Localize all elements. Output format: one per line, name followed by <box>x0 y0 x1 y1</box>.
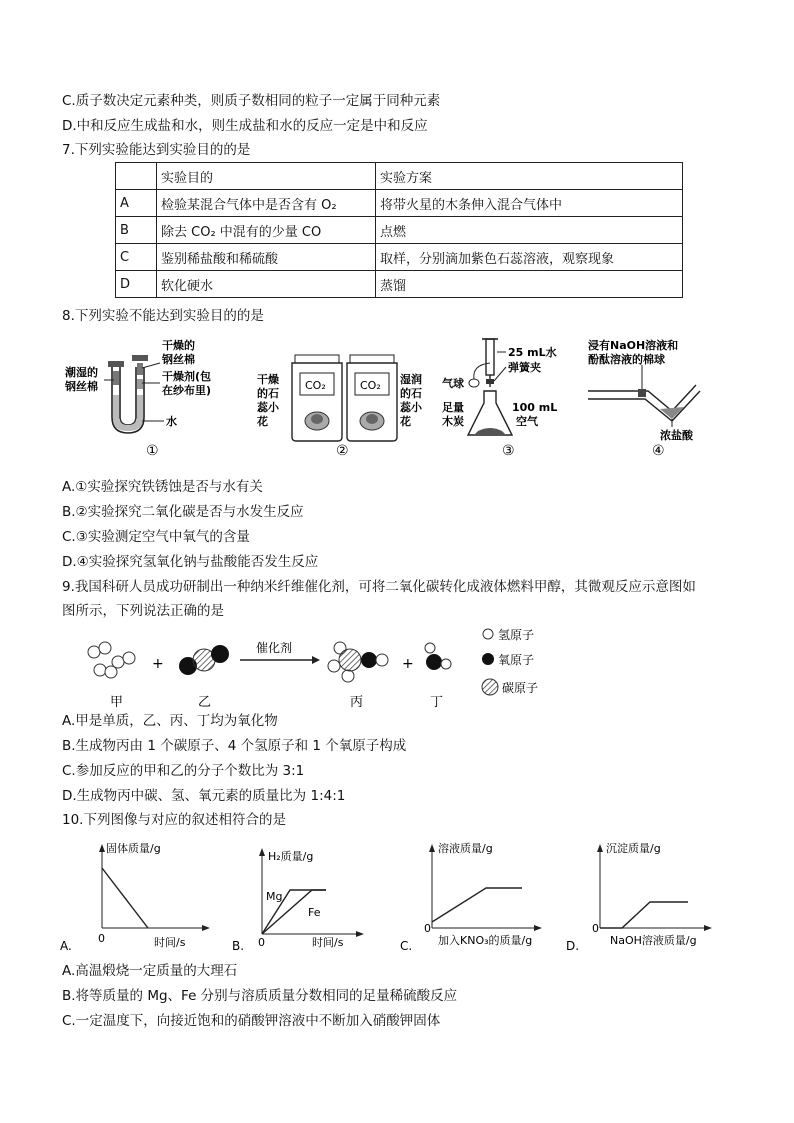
graph-b-xlabel: 时间/s <box>312 936 344 949</box>
v-tube-figure <box>588 338 700 459</box>
fig2-right-label: 花 <box>400 415 411 428</box>
q8-option-a: A.①实验探究铁锈蚀是否与水有关 <box>62 479 263 495</box>
atom-legend <box>482 628 538 695</box>
flask-figure <box>442 339 557 459</box>
table-cell: 取样，分别滴加紫色石蕊溶液，观察现象 <box>376 244 683 271</box>
label-jia: 甲 <box>110 695 124 710</box>
q8-stem: 8.下列实验不能达到实验目的的是 <box>62 308 264 324</box>
q8-figures <box>60 335 740 465</box>
fig1-dry-label: 钢丝棉 <box>162 353 195 366</box>
graph-a-ylabel: 固体质量/g <box>106 842 161 855</box>
graph-b-ylabel: H₂质量/g <box>268 850 314 863</box>
fig1-desiccant-label: 干燥剂(包 <box>162 370 212 383</box>
q10-option-c: C.一定温度下，向接近饱和的硝酸钾溶液中不断加入硝酸钾固体 <box>62 1013 441 1029</box>
fig1-desiccant-label: 在纱布里) <box>162 384 212 397</box>
graph-c-letter: C. <box>400 939 413 953</box>
fig3-air-label: 空气 <box>516 415 538 428</box>
q9-option-a: A.甲是单质，乙、丙、丁均为氧化物 <box>62 713 278 729</box>
u-tube-figure <box>64 338 211 459</box>
table-cell: 鉴别稀盐酸和稀硫酸 <box>157 244 376 271</box>
label-yi: 乙 <box>198 695 212 710</box>
table-row <box>116 271 683 298</box>
graph-c-origin: 0 <box>424 922 431 935</box>
catalyst-label: 催化剂 <box>256 641 293 655</box>
fig2-right-label: 的石 <box>400 387 422 400</box>
plus-sign: + <box>402 656 414 672</box>
product-methanol-molecule <box>328 642 388 682</box>
graph-d-letter: D. <box>566 939 580 953</box>
table-cell: B <box>116 217 157 244</box>
fig1-water-label: 水 <box>166 415 177 428</box>
table-header-row <box>116 163 683 190</box>
q10-graphs <box>58 838 738 956</box>
fig2-left-label: 花 <box>257 415 268 428</box>
q8-option-d: D.④实验探究氢氧化钠与盐酸能否发生反应 <box>62 554 319 570</box>
legend-hydrogen: 氢原子 <box>498 628 535 642</box>
fig3-carbon-label: 木炭 <box>442 415 464 428</box>
table-cell: 点燃 <box>376 217 683 244</box>
graph-d <box>566 841 712 953</box>
q7-table <box>115 162 683 298</box>
q8-option-b: B.②实验探究二氧化碳是否与水发生反应 <box>62 504 304 520</box>
table-cell: 除去 CO₂ 中混有的少量 CO <box>157 217 376 244</box>
legend-oxygen: 氧原子 <box>498 653 535 667</box>
plus-sign: + <box>152 656 164 672</box>
graph-b-fe-label: Fe <box>308 906 321 919</box>
graph-c-xlabel: 加入KNO₃的质量/g <box>438 934 533 947</box>
table-cell: 检验某混合气体中是否含有 O₂ <box>157 190 376 217</box>
fig2-right-label: 湿润 <box>400 373 422 386</box>
fig3-water-label: 25 mL水 <box>508 346 557 359</box>
q10-stem: 10.下列图像与对应的叙述相符合的是 <box>62 812 286 828</box>
table-cell: D <box>116 271 157 298</box>
fig3-air-label: 100 mL <box>512 401 558 414</box>
fig2-left-label: 蕊小 <box>257 401 279 414</box>
table-cell: C <box>116 244 157 271</box>
legend-carbon: 碳原子 <box>502 681 539 695</box>
fig4-acid-label: 浓盐酸 <box>660 429 693 442</box>
fig3-clip-label: 弹簧夹 <box>508 361 541 374</box>
table-cell: 蒸馏 <box>376 271 683 298</box>
q6-option-c: C.质子数决定元素种类，则质子数相同的粒子一定属于同种元素 <box>62 93 441 109</box>
q10-option-a: A.高温煅烧一定质量的大理石 <box>62 963 238 979</box>
q6-option-d: D.中和反应生成盐和水，则生成盐和水的反应一定是中和反应 <box>62 118 428 134</box>
table-cell: 将带火星的木条伸入混合气体中 <box>376 190 683 217</box>
table-row <box>116 244 683 271</box>
jars-figure <box>256 355 423 459</box>
q9-stem: 9.我国科研人员成功研制出一种纳米纤维催化剂，可将二氧化碳转化成液体燃料甲醇，其微观反应示意图如 <box>62 579 696 595</box>
q10-option-b: B.将等质量的 Mg、Fe 分别与溶质质量分数相同的足量稀硫酸反应 <box>62 988 458 1004</box>
q7-stem: 7.下列实验能达到实验目的的是 <box>62 142 251 158</box>
graph-c-line <box>432 888 522 922</box>
graph-b <box>232 848 364 953</box>
graph-b-mg-label: Mg <box>266 890 283 903</box>
graph-a <box>60 841 210 953</box>
label-bing: 丙 <box>350 695 364 710</box>
table-cell: A <box>116 190 157 217</box>
q9-option-b: B.生成物丙由 1 个碳原子、4 个氢原子和 1 个氧原子构成 <box>62 738 407 754</box>
graph-c-ylabel: 溶液质量/g <box>438 842 493 855</box>
table-cell: 软化硬水 <box>157 271 376 298</box>
fig2-gas-label: CO₂ <box>305 379 326 392</box>
table-row <box>116 190 683 217</box>
fig1-dry-label: 干燥的 <box>162 339 195 352</box>
q9-option-d: D.生成物丙中碳、氢、氧元素的质量比为 1:4:1 <box>62 788 346 804</box>
graph-b-origin: 0 <box>258 936 265 949</box>
graph-a-line <box>102 868 148 928</box>
graph-b-letter: B. <box>232 939 245 953</box>
fig1-number: ① <box>146 443 159 459</box>
reactant-hydrogen-molecules <box>88 642 135 678</box>
fig2-number: ② <box>336 443 349 459</box>
graph-c <box>400 841 542 953</box>
fig3-balloon-label: 气球 <box>442 377 464 390</box>
table-cell: 实验目的 <box>157 163 376 190</box>
fig1-wet-label: 潮湿的 <box>65 366 98 379</box>
fig3-carbon-label: 足量 <box>442 401 464 414</box>
q9-reaction-diagram <box>80 622 580 712</box>
table-row <box>116 217 683 244</box>
fig4-cotton-label: 酚酞溶液的棉球 <box>588 353 665 366</box>
reactant-co2-molecule <box>179 645 229 675</box>
fig4-number: ④ <box>652 443 665 459</box>
q9-stem-cont: 图所示，下列说法正确的是 <box>62 603 224 619</box>
fig4-cotton-label: 浸有NaOH溶液和 <box>588 339 679 352</box>
product-water-molecule <box>425 643 451 670</box>
table-cell: 实验方案 <box>376 163 683 190</box>
fig3-number: ③ <box>502 443 515 459</box>
graph-a-letter: A. <box>60 939 72 953</box>
fig1-wet-label: 钢丝棉 <box>65 380 98 393</box>
graph-a-xlabel: 时间/s <box>154 936 186 949</box>
q9-option-c: C.参加反应的甲和乙的分子个数比为 3:1 <box>62 763 305 779</box>
q8-option-c: C.③实验测定空气中氧气的含量 <box>62 529 250 545</box>
table-cell <box>116 163 157 190</box>
fig2-left-label: 的石 <box>257 387 279 400</box>
fig2-gas-label: CO₂ <box>360 379 381 392</box>
label-ding: 丁 <box>430 695 444 710</box>
fig2-right-label: 蕊小 <box>400 401 422 414</box>
graph-d-origin: 0 <box>592 922 599 935</box>
graph-a-origin: 0 <box>98 932 105 945</box>
fig2-left-label: 干燥 <box>257 373 279 386</box>
graph-d-ylabel: 沉淀质量/g <box>606 842 661 855</box>
graph-d-line <box>600 902 688 928</box>
graph-d-xlabel: NaOH溶液质量/g <box>610 934 697 947</box>
